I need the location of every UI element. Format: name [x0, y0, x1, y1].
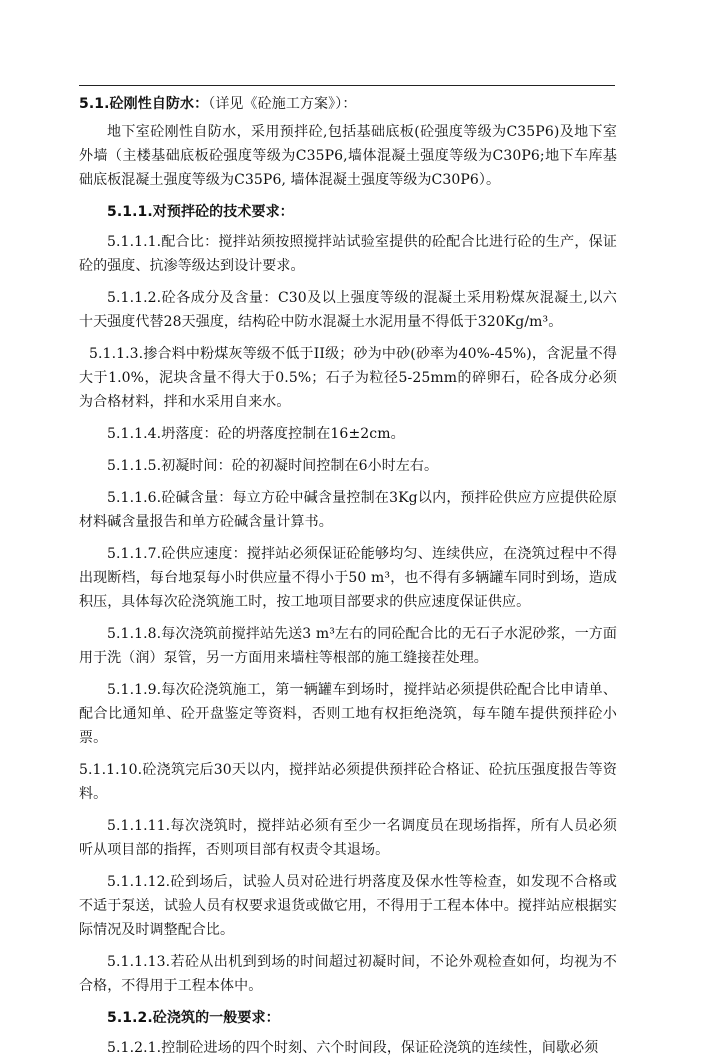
section-heading-note: （详见《砼施工方案》）：: [208, 96, 357, 112]
section-heading: [79, 92, 617, 116]
subsection-heading-1: 5.1.1.对预拌砼的技术要求：: [107, 204, 294, 220]
item-5-1-1-1: 5.1.1.1.配合比：搅拌站须按照搅拌站试验室提供的砼配合比进行砼的生产，保证砼的强度、抗渗等级达到设计要求。: [79, 234, 617, 274]
header-rule: [79, 85, 615, 86]
intro-paragraph: 地下室砼刚性自防水，采用预拌砼,包括基础底板(砼强度等级为C35P6)及地下室外墙（主楼基础底板砼强度等级为C35P6,墙体混凝土强度等级为C30P6;地下车库基础底板混凝土强度等级为C35P6, 墙体混凝土强度等级为C30P6）。: [79, 124, 617, 188]
item-5-1-1-9: 5.1.1.9.每次砼浇筑施工，第一辆罐车到场时，搅拌站必须提供砼配合比申请单、配合比通知单、砼开盘鉴定等资料，否则工地有权拒绝浇筑，每车随车提供预拌砼小票。: [79, 682, 617, 746]
subsection-heading-2: 5.1.2.砼浇筑的一般要求：: [107, 1010, 280, 1026]
item-5-1-1-13: 5.1.1.13.若砼从出机到到场的时间超过初凝时间，不论外观检查如何，均视为不合格，不得用于工程本体中。: [79, 954, 617, 994]
item-5-1-1-8: 5.1.1.8.每次浇筑前搅拌站先送3 m³左右的同砼配合比的无石子水泥砂浆，一方面用于洗（润）泵管，另一方面用来墙柱等根部的施工缝接茬处理。: [79, 626, 617, 666]
item-5-1-1-2: 5.1.1.2.砼各成分及含量：C30及以上强度等级的混凝土采用粉煤灰混凝土,以六十天强度代替28天强度，结构砼中防水混凝土水泥用量不得低于320Kg/m³。: [79, 290, 617, 330]
item-5-1-1-10: 5.1.1.10.砼浇筑完后30天以内，搅拌站必须提供预拌砼合格证、砼抗压强度报告等资料。: [79, 762, 617, 802]
item-5-1-1-6: 5.1.1.6.砼碱含量：每立方砼中碱含量控制在3Kg以内，预拌砼供应方应提供砼原材料碱含量报告和单方砼碱含量计算书。: [79, 490, 617, 530]
item-5-1-1-11: 5.1.1.11.每次浇筑时，搅拌站必须有至少一名调度员在现场指挥，所有人员必须听从项目部的指挥，否则项目部有权责令其退场。: [79, 818, 617, 858]
item-5-1-1-7: 5.1.1.7.砼供应速度：搅拌站必须保证砼能够均匀、连续供应，在浇筑过程中不得出现断档，每台地泵每小时供应量不得小于50 m³，也不得有多辆罐车同时到场，造成积压，具体每次砼浇筑施工时，按工地项目部要求的供应速度保证供应。: [79, 546, 617, 610]
item-5-1-1-4: 5.1.1.4.坍落度：砼的坍落度控制在16±2cm。: [107, 426, 405, 442]
document-body: [79, 92, 617, 1060]
item-5-1-1-12: 5.1.1.12.砼到场后，试验人员对砼进行坍落度及保水性等检查，如发现不合格或不适于泵送，试验人员有权要求退货或做它用，不得用于工程本体中。搅拌站应根据实际情况及时调整配合比。: [79, 874, 617, 938]
item-5-1-1-3: 5.1.1.3.掺合料中粉煤灰等级不低于II级；砂为中砂(砂率为40%-45%)，含泥量不得大于1.0%，泥块含量不得大于0.5%；石子为粒径5-25mm的碎卵石，砼各成分必须为合格材料，拌和水采用自来水。: [79, 346, 617, 410]
item-5-1-1-5: 5.1.1.5.初凝时间：砼的初凝时间控制在6小时左右。: [107, 458, 439, 474]
section-heading-title: 5.1.砼刚性自防水：: [79, 96, 209, 112]
item-5-1-2-1: 5.1.2.1.控制砼进场的四个时刻、六个时间段，保证砼浇筑的连续性，间歇必须: [107, 1040, 599, 1056]
